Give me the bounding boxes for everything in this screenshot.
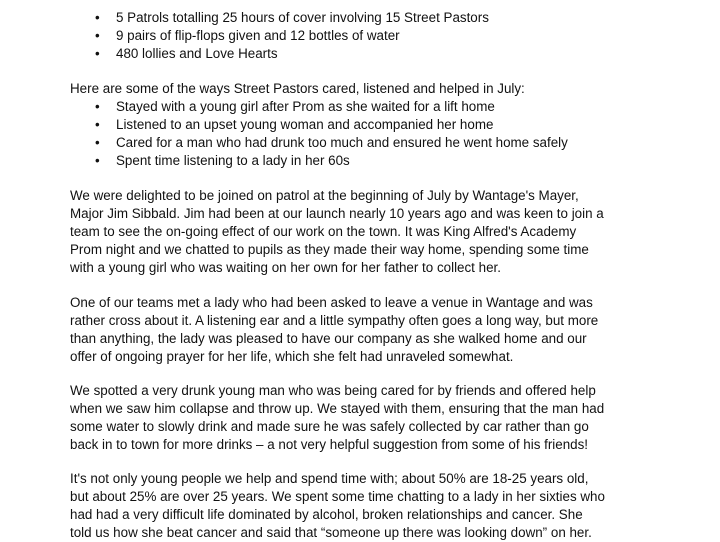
text-line: offer of ongoing prayer for her life, which she felt had unraveled somewhat. (70, 349, 514, 364)
text-line: Major Jim Sibbald. Jim had been at our launch nearly 10 years ago and was keen to join a (70, 206, 604, 221)
paragraph-drunk-man (70, 382, 710, 454)
text-line: back in to town for more drinks – a not very helpful suggestion from some of his friends! (70, 437, 589, 452)
bullet-icon: • (95, 117, 100, 132)
list-item-text: Listened to an upset young woman and accompanied her home (116, 117, 494, 132)
text-line: had had a very difficult life dominated by alcohol, broken relationships and cancer. She (70, 507, 583, 522)
text-line: It's not only young people we help and spend time with; about 50% are 18-25 years old, (70, 471, 589, 486)
ways-list (0, 98, 720, 170)
list-item-text: 5 Patrols totalling 25 hours of cover involving 15 Street Pastors (116, 10, 489, 25)
list-item-text: Cared for a man who had drunk too much and ensured he went home safely (116, 135, 568, 150)
list-item (0, 134, 720, 152)
list-item (0, 45, 720, 63)
list-item-text: Stayed with a young girl after Prom as she waited for a lift home (116, 99, 495, 114)
text-line: when we saw him collapse and throw up. We stayed with them, ensuring that the man had (70, 401, 605, 416)
text-line: rather cross about it. A listening ear and a little sympathy often goes a long way, but more (70, 313, 599, 328)
bullet-icon: • (95, 99, 100, 114)
paragraph-age-groups (70, 470, 710, 542)
list-item (0, 98, 720, 116)
ways-intro: Here are some of the ways Street Pastors cared, listened and helped in July: (70, 81, 525, 96)
list-item (0, 116, 720, 134)
text-line: told us how she beat cancer and said that “someone up there was looking down” on her. (70, 525, 592, 540)
patrol-stats-list (0, 9, 720, 63)
bullet-icon: • (95, 153, 100, 168)
paragraph-mayor-patrol (70, 187, 710, 277)
bullet-icon: • (95, 10, 100, 25)
text-line: with a young girl who was waiting on her own for her father to collect her. (70, 260, 501, 275)
list-item-text: 480 lollies and Love Hearts (116, 46, 278, 61)
text-line: Prom night and we chatted to pupils as they made their way home, spending some time (70, 242, 589, 257)
list-item (0, 27, 720, 45)
text-line: team to see the on-going effect of our work on the town. It was King Alfred's Academy (70, 224, 577, 239)
list-item-text: 9 pairs of flip-flops given and 12 bottles of water (116, 28, 400, 43)
text-line: than anything, the lady was pleased to have our company as she walked home and our (70, 331, 587, 346)
cut-off-line (0, 0, 720, 3)
list-item (0, 152, 720, 170)
bullet-icon: • (95, 46, 100, 61)
text-line: some water to slowly drink and made sure he was safely collected by car rather than go (70, 419, 589, 434)
text-line: One of our teams met a lady who had been asked to leave a venue in Wantage and was (70, 295, 593, 310)
bullet-icon: • (95, 28, 100, 43)
text-line: but about 25% are over 25 years. We spent some time chatting to a lady in her sixties who (70, 489, 605, 504)
text-line: We were delighted to be joined on patrol at the beginning of July by Wantage's Mayer, (70, 188, 579, 203)
list-item (0, 9, 720, 27)
text-line: We spotted a very drunk young man who was being cared for by friends and offered help (70, 383, 596, 398)
bullet-icon: • (95, 135, 100, 150)
paragraph-lady-venue (70, 294, 710, 366)
list-item-text: Spent time listening to a lady in her 60s (116, 153, 350, 168)
